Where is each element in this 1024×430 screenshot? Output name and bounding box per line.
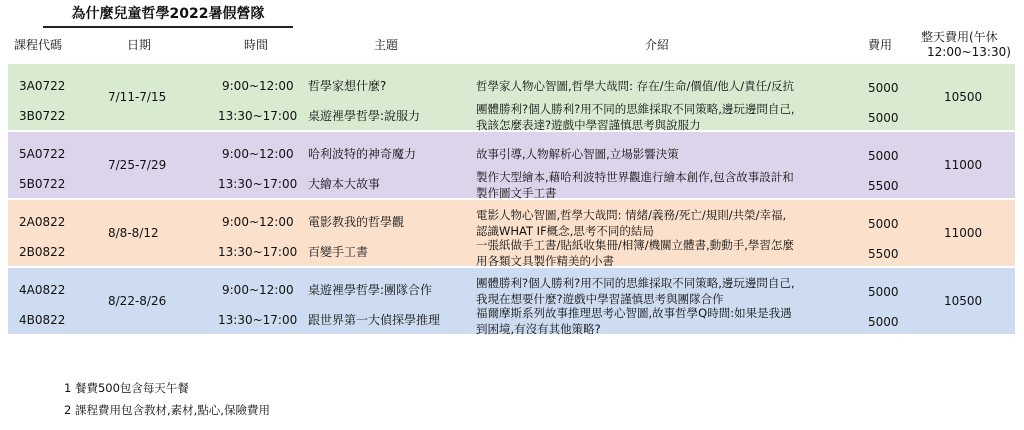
header-date: 日期: [127, 38, 152, 52]
course-intro-line: 認識WHAT IF概念,思考不同的結局: [476, 224, 654, 238]
course-topic: 百變手工書: [308, 245, 369, 259]
course-code: 5A0722: [19, 147, 66, 161]
course-intro-line: 福爾摩斯系列故事推理思考心智圖,故事哲學Q時間:如果是我遇: [476, 306, 792, 320]
fullday-fee: 10500: [944, 294, 983, 308]
header-code: 課程代碼: [14, 38, 63, 52]
fullday-fee: 11000: [944, 158, 983, 172]
course-dates: 7/25-7/29: [108, 158, 167, 172]
note-number: 2: [64, 403, 72, 417]
course-time: 13:30~17:00: [218, 245, 298, 259]
note-text: 課程費用包含教材,素材,點心,保險費用: [74, 403, 270, 417]
course-topic: 電影教我的哲學觀: [308, 215, 405, 229]
course-intro-line: 製作圖文手工書: [476, 186, 557, 200]
course-intro-line: 團體勝利?個人勝利?用不同的思維採取不同策略,邊玩邊問自己,: [476, 276, 795, 290]
course-topic: 跟世界第一大偵探學推理: [308, 313, 441, 327]
course-topic: 桌遊裡學哲學:團隊合作: [308, 283, 433, 297]
course-fee: 5500: [868, 179, 899, 193]
course-intro-line: 故事引導,人物解析心智圖,立場影響決策: [476, 147, 679, 161]
page-title: 為什麼兒童哲學2022暑假營隊: [43, 4, 293, 28]
course-time: 13:30~17:00: [218, 313, 298, 327]
course-fee: 5500: [868, 247, 899, 261]
course-topic: 桌遊裡學哲學:說服力: [308, 109, 421, 123]
course-fee: 5000: [868, 81, 899, 95]
note-text: 餐費500包含每天午餐: [74, 381, 189, 395]
course-intro-line: 我現在想要什麼?遊戲中學習謹慎思考與團隊合作: [476, 292, 724, 306]
course-fee: 5000: [868, 217, 899, 231]
course-intro-line: 用各類文具製作精美的小書: [476, 254, 614, 268]
note-2: [64, 402, 270, 418]
course-code: 4A0822: [19, 283, 66, 297]
course-dates: 8/8-8/12: [108, 226, 159, 240]
course-fee: 5000: [868, 285, 899, 299]
course-code: 3B0722: [19, 109, 66, 123]
note-number: 1: [64, 381, 72, 395]
header-fullday-fee-note: 12:00~13:30): [927, 45, 1011, 59]
course-time: 9:00~12:00: [222, 215, 294, 229]
course-time: 13:30~17:00: [218, 109, 298, 123]
course-dates: 7/11-7/15: [108, 90, 167, 104]
header-topic: 主題: [374, 38, 399, 52]
course-intro-line: 一張紙做手工書/貼紙收集冊/相簿/機關立體書,動動手,學習怎麼: [476, 238, 794, 252]
course-topic: 哈利波特的神奇魔力: [308, 147, 417, 161]
course-code: 4B0822: [19, 313, 66, 327]
course-fee: 5000: [868, 315, 899, 329]
course-code: 5B0722: [19, 177, 66, 191]
course-topic: 哲學家想什麼?: [308, 79, 387, 93]
header-time: 時間: [244, 38, 269, 52]
course-intro-line: 哲學家人物心智圖,哲學大哉問: 存在/生命/價值/他人/責任/反抗: [476, 79, 795, 93]
course-intro-line: 我該怎麼表達?遊戲中學習謹慎思考與說服力: [476, 118, 701, 132]
course-intro-line: 團體勝利?個人勝利?用不同的思維採取不同策略,邊玩邊問自己,: [476, 102, 795, 116]
header-fullday-fee: 整天費用(午休: [921, 30, 998, 44]
course-topic: 大繪本大故事: [308, 177, 381, 191]
course-time: 13:30~17:00: [218, 177, 298, 191]
course-dates: 8/22-8/26: [108, 294, 167, 308]
header-intro: 介紹: [645, 38, 670, 52]
fullday-fee: 10500: [944, 90, 983, 104]
course-time: 9:00~12:00: [222, 79, 294, 93]
header-fee: 費用: [868, 38, 893, 52]
course-fee: 5000: [868, 111, 899, 125]
course-intro-line: 製作大型繪本,藉哈利波特世界觀進行繪本創作,包含故事設計和: [476, 170, 794, 184]
course-code: 2A0822: [19, 215, 66, 229]
course-intro-line: 電影人物心智圖,哲學大哉問: 情緒/義務/死亡/規則/共榮/幸福,: [476, 208, 787, 222]
note-1: [64, 380, 189, 396]
course-intro-line: 到困境,有沒有其他策略?: [476, 322, 601, 336]
fullday-fee: 11000: [944, 226, 983, 240]
course-fee: 5000: [868, 149, 899, 163]
course-time: 9:00~12:00: [222, 147, 294, 161]
course-code: 2B0822: [19, 245, 66, 259]
course-time: 9:00~12:00: [222, 283, 294, 297]
course-code: 3A0722: [19, 79, 66, 93]
